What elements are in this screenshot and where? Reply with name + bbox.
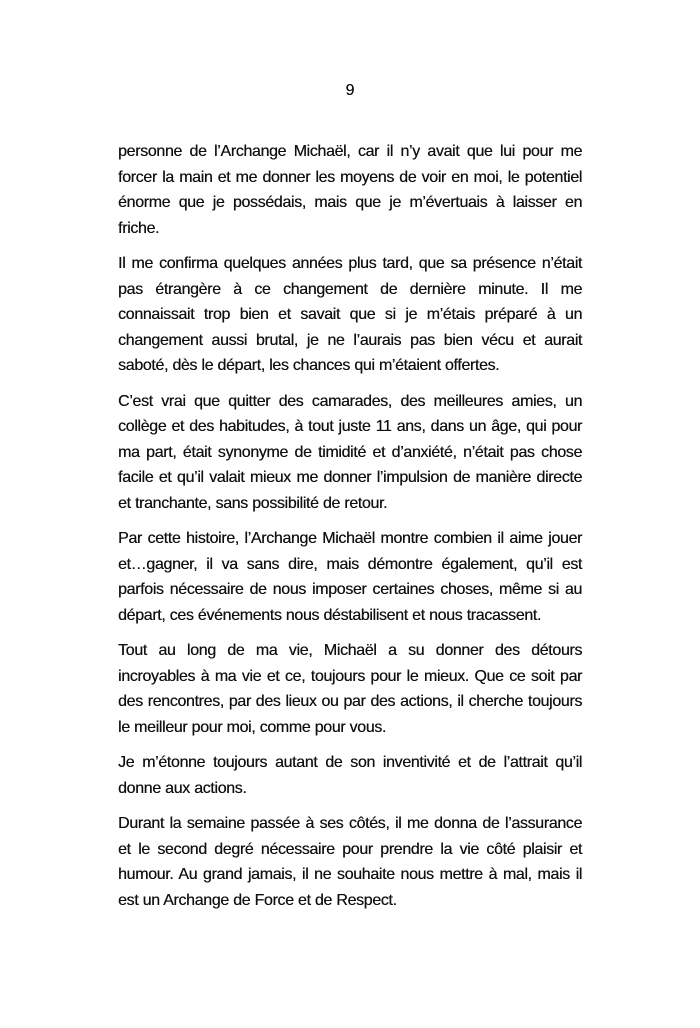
paragraph: Tout au long de ma vie, Michaël a su donner des détours incroyables à ma vie et ce, toujours pour le mieux. Que ce soit par des rencontres, par des lieux ou par des actions, il cherche toujours le meilleur pour moi, comme pour vous. bbox=[118, 642, 582, 736]
paragraph: Je m’étonne toujours autant de son inventivité et de l’attrait qu’il donne aux actions. bbox=[118, 754, 582, 797]
paragraph: personne de l’Archange Michaël, car il n’y avait que lui pour me forcer la main et me donner les moyens de voir en moi, le potentiel énorme que je possédais, mais que je m’évertuais à laisser en friche. bbox=[118, 143, 582, 237]
paragraph: Il me confirma quelques années plus tard, que sa présence n’était pas étrangère à ce changement de dernière minute. Il me connaissait trop bien et savait que si je m’étais préparé à un changement aussi brutal, je ne l’aurais pas bien vécu et aurait saboté, dès le départ, les chances qui m’étaient offertes. bbox=[118, 255, 582, 374]
paragraph: C’est vrai que quitter des camarades, des meilleures amies, un collège et des habitudes, à tout juste 11 ans, dans un âge, qui pour ma part, était synonyme de timidité et d’anxiété, n’était pas chose facile et qu’il valait mieux me donner l’impulsion de manière directe et tranchante, sans possibilité de retour. bbox=[118, 392, 582, 512]
paragraph: Durant la semaine passée à ses côtés, il me donna de l’assurance et le second degré nécessaire pour prendre la vie côté plaisir et humour. Au grand jamais, il ne souhaite nous mettre à mal, mais il est un Archange de Force et de Respect. bbox=[118, 815, 582, 909]
page-body bbox=[118, 139, 582, 913]
paragraph: Par cette histoire, l’Archange Michaël montre combien il aime jouer et…gagner, il va sans dire, mais démontre également, qu’il est parfois nécessaire de nous imposer certaines choses, même si au départ, ces événements nous déstabilisent et nous tracassent. bbox=[118, 530, 582, 624]
page-number: 9 bbox=[345, 82, 355, 99]
